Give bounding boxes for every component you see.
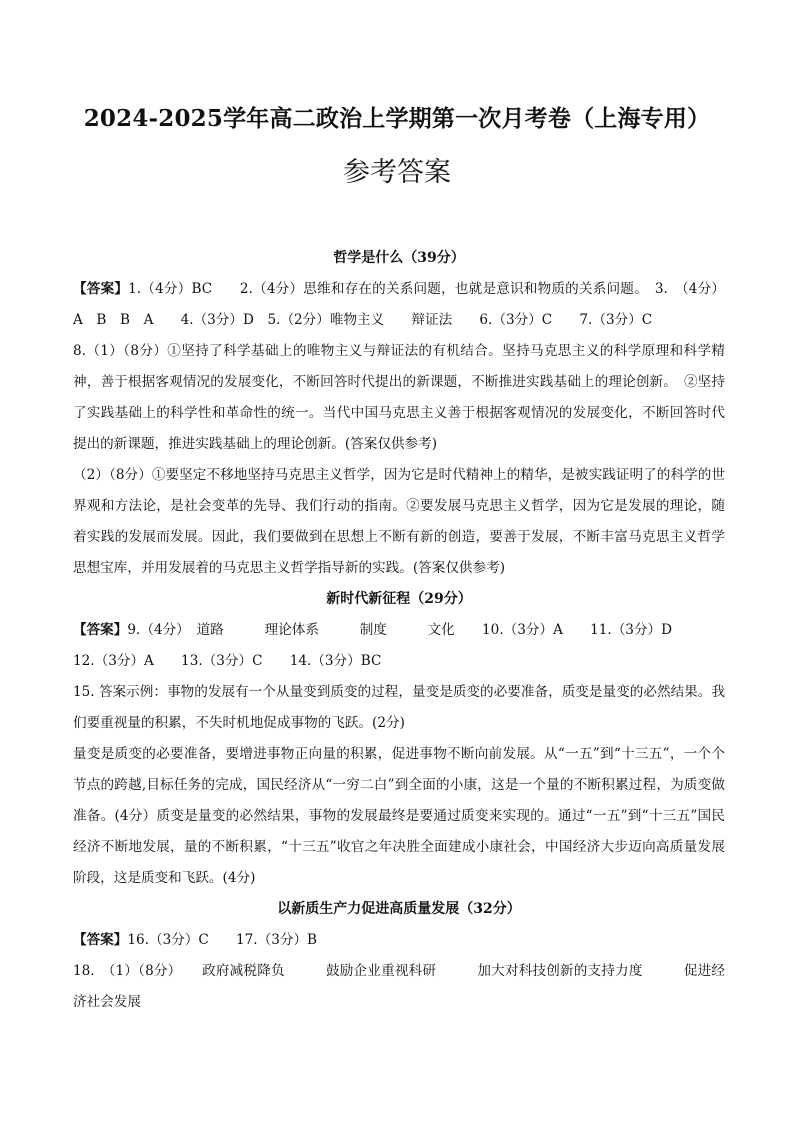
answer-text: 16.（3分）C 17.（3分）B <box>127 932 318 948</box>
answer-line <box>73 274 725 336</box>
answer-content <box>73 243 725 1018</box>
section-heading-productivity: 以新质生产力促进高质量发展（32分） <box>277 901 521 917</box>
answer-paragraph: 18. （1）（8分） 政府减税降负 鼓励企业重视科研 加大对科技创新的支持力度 促进经济社会发展 <box>73 963 725 1010</box>
answer-text: 1.（4分）BC 2.（4分）思维和存在的关系问题，也就是意识和物质的关系问题。 3. （4分）A B B A 4.（3分）D 5.（2分）唯物主义 辩证法 6.（3分）C 7.（3分）C <box>73 281 725 328</box>
document-subtitle: 参考答案 <box>343 157 451 188</box>
answer-text: 9.（4分） 道路 理论体系 制度 文化 10.（3分）A 11.（3分）D <box>127 622 673 638</box>
answer-paragraph: 8.（1）（8分）①坚持了科学基础上的唯物主义与辩证法的有机结合。坚持马克思主义的科学原理和科学精神，善于根据客观情况的发展变化，不断回答时代提出的新课题，不断推进实践基础上的理论创新。 ②坚持了实践基础上的科学性和革命性的统一。当代中国马克思主义善于根据客观情况的发展变化，不断回答时代提出的新课题，推进实践基础上的理论创新。(答案仅供参考) <box>73 343 725 452</box>
answer-line: 12.（3分）A 13.（3分）C 14.（3分）BC <box>73 653 382 669</box>
answer-paragraph: （2）（8分）①要坚定不移地坚持马克思主义哲学，因为它是时代精神上的精华，是被实践证明了的科学的世界观和方法论，是社会变革的先导、我们行动的指南。②要发展马克思主义哲学，因为它是发展的理论，随着实践的发展而发展。因此，我们要做到在思想上不断有新的创造，要善于发展，不断丰富马克思主义哲学思想宝库，并用发展着的马克思主义哲学指导新的实践。(答案仅供参考) <box>73 467 725 576</box>
answer-line <box>73 615 725 646</box>
answer-paragraph: 量变是质变的必要准备，要增进事物正向量的积累，促进事物不断向前发展。从“一五”到“十三五”，一个个节点的跨越,目标任务的完成，国民经济从“一穷二白”到全面的小康，这是一个量的不断积累过程，为质变做准备。(4分）质变是量变的必然结果，事物的发展最终是要通过质变来实现的。通过“一五”到“十三五”国民经济不断地发展，量的不断积累，“十三五”收官之年决胜全面建成小康社会，中国经济大步迈向高质量发展阶段，这是质变和飞跃。(4分) <box>73 746 725 886</box>
answer-paragraph: 15. 答案示例：事物的发展有一个从量变到质变的过程，量变是质变的必要准备，质变是量变的必然结果。我们要重视量的积累，不失时机地促成事物的飞跃。(2分) <box>73 684 725 731</box>
answer-label: 【答案】 <box>73 932 128 948</box>
document-title: 2024-2025学年高二政治上学期第一次月考卷（上海专用） <box>83 105 711 132</box>
answer-line <box>73 925 725 956</box>
answer-label: 【答案】 <box>73 281 129 297</box>
section-heading-new-era: 新时代新征程（29分） <box>326 591 472 607</box>
section-heading-philosophy: 哲学是什么（39分） <box>333 250 465 266</box>
answer-label: 【答案】 <box>73 622 128 638</box>
